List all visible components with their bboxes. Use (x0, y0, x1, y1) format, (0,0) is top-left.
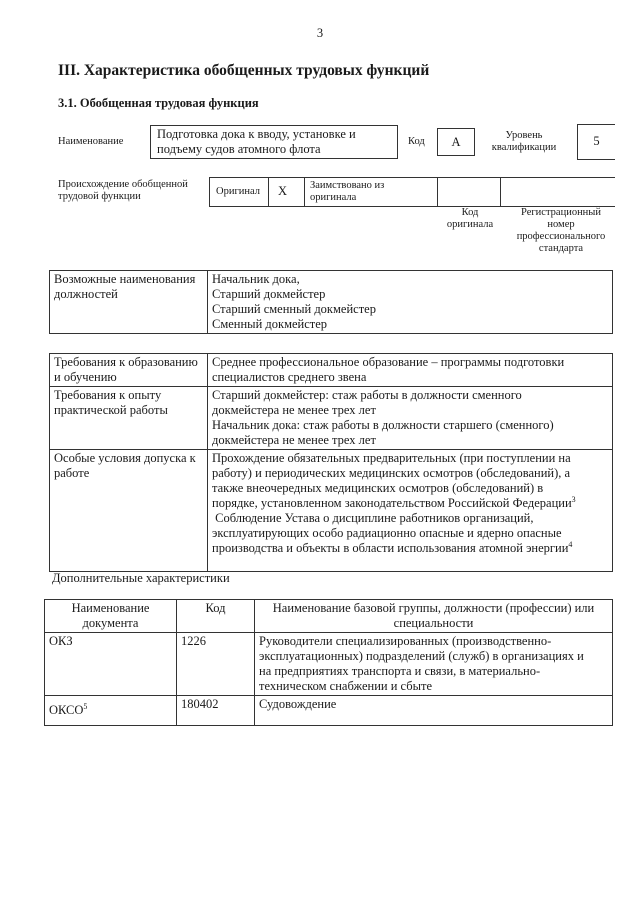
subsection-title: 3.1. Обобщенная трудовая функция (58, 96, 259, 110)
okz-doc: ОКЗ (45, 633, 177, 696)
position-item: Сменный докмейстер (212, 317, 328, 331)
okz-name (255, 633, 613, 696)
code-label: Код (408, 136, 425, 147)
level-label: Уровень квалификации (491, 130, 557, 153)
name-label: Наименование (58, 136, 124, 147)
experience-label: Требования к опыту практической работы (50, 387, 208, 450)
footnote-marker: 5 (83, 701, 88, 711)
text-line: докмейстера не менее трех лет (212, 403, 376, 417)
additional-title: Дополнительные характеристики (52, 571, 230, 585)
text-line: Руководители специализированных (производственно- (259, 634, 552, 648)
okso-doc-text: ОКСО (49, 703, 84, 717)
position-item: Старший докмейстер (212, 287, 326, 301)
text-line: эксплуатационных) подразделений (служб) в организациях и (259, 649, 584, 663)
admission-value (208, 450, 613, 572)
text-line: эксплуатирующих особо радиационно опасные и ядерно опасные (212, 526, 562, 540)
header-doc: Наименование документа (45, 600, 177, 633)
code-original-caption: Код оригинала (446, 207, 494, 230)
footnote-marker: 3 (571, 494, 576, 504)
okso-name: Судовождение (255, 696, 613, 726)
requirements-table (49, 353, 613, 572)
text-line: специалистов среднего звена (212, 370, 367, 384)
position-item: Начальник дока, (212, 272, 300, 286)
text-line: техническом снабжении и сбыте (259, 679, 432, 693)
vline-3 (437, 177, 438, 207)
text-line: Соблюдение Устава о дисциплине работников организаций, (212, 511, 534, 525)
text-line (212, 541, 608, 556)
header-name: Наименование базовой группы, должности (профессии) или специальности (255, 600, 613, 633)
experience-value (208, 387, 613, 450)
positions-table (49, 270, 613, 334)
original-label: Оригинал (216, 186, 260, 197)
text-line: также внеочередных медицинских осмотров (обследований) в (212, 481, 544, 495)
admission-label: Особые условия допуска к работе (50, 450, 208, 572)
reg-number-caption: Регистрационный номер профессионального стандарта (516, 207, 606, 254)
origin-label: Происхождение обобщенной трудовой функции (58, 179, 188, 202)
okz-code: 1226 (177, 633, 255, 696)
text-line: докмейстера не менее трех лет (212, 433, 376, 447)
text-line: работу) и периодических медицинских осмотров (обследований), а (212, 466, 571, 480)
line-text: производства и объекты в области использования атомной энергии (212, 541, 569, 555)
education-value (208, 354, 613, 387)
code-value-box (437, 128, 475, 156)
line-text: порядке, установленном законодательством Российской Федерации (212, 496, 572, 510)
vline-1 (268, 177, 269, 207)
original-mark: X (278, 184, 288, 198)
borrowed-label: Заимствовано из оригинала (310, 180, 385, 203)
page-number: 3 (316, 26, 324, 40)
text-line: Начальник дока: стаж работы в должности старшего (сменного) (212, 418, 554, 432)
name-value: Подготовка дока к вводу, установке и подъему судов атомного флота (157, 127, 356, 156)
positions-label: Возможные наименования должностей (50, 271, 208, 334)
okso-doc (45, 696, 177, 726)
positions-values (208, 271, 613, 334)
position-item: Старший сменный докмейстер (212, 302, 376, 316)
additional-table (44, 599, 613, 726)
vline-2 (304, 177, 305, 207)
level-value-box (577, 124, 615, 160)
code-value: А (451, 135, 461, 149)
section-title: III. Характеристика обобщенных трудовых функций (58, 62, 430, 79)
vline-4 (500, 177, 501, 207)
header-code: Код (177, 600, 255, 633)
text-line: на предприятиях транспорта и связи, в материально- (259, 664, 541, 678)
text-line: Среднее профессиональное образование – программы подготовки (212, 355, 565, 369)
okso-code: 180402 (177, 696, 255, 726)
name-value-box (150, 125, 398, 159)
level-value: 5 (593, 134, 600, 148)
text-line (212, 496, 608, 511)
text-line: Старший докмейстер: стаж работы в должности сменного (212, 388, 522, 402)
education-label: Требования к образованию и обучению (50, 354, 208, 387)
text-line: Прохождение обязательных предварительных (при поступлении на (212, 451, 571, 465)
footnote-marker: 4 (568, 539, 573, 549)
